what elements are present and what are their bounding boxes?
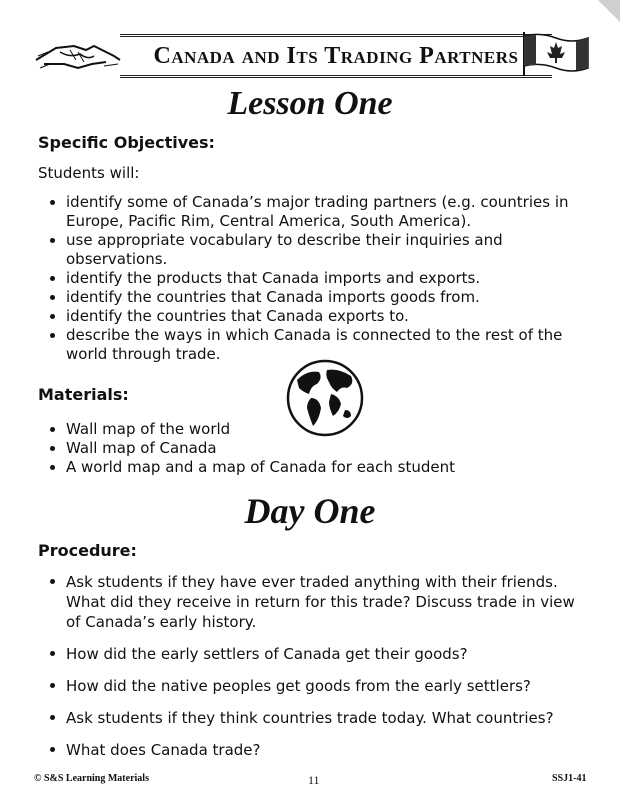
list-item: What does Canada trade? (38, 740, 578, 760)
page-number: 11 (308, 773, 320, 787)
list-item: Wall map of Canada (38, 439, 578, 458)
list-item: Wall map of the world (38, 420, 578, 439)
list-item: Ask students if they think countries trade today. What countries? (38, 708, 578, 728)
objectives-list (38, 193, 578, 364)
materials-heading: Materials: (38, 385, 129, 404)
procedure-heading: Procedure: (38, 541, 137, 560)
list-item: identify the products that Canada imports and exports. (38, 269, 578, 288)
list-item: identify the countries that Canada imports goods from. (38, 288, 578, 307)
list-item: Ask students if they have ever traded anything with their friends. What did they receive in return for this trade? Discuss trade in view of Canada’s early history. (38, 572, 578, 632)
footer-publisher: © S&S Learning Materials (34, 773, 149, 784)
title-banner (34, 28, 590, 78)
list-item: describe the ways in which Canada is connected to the rest of the world through trade. (38, 326, 578, 364)
list-item: A world map and a map of Canada for each student (38, 458, 578, 477)
canada-flag-icon (520, 30, 590, 76)
day-title: Day One (244, 491, 376, 531)
banner-title: Canada and Its Trading Partners (120, 34, 552, 78)
list-item: use appropriate vocabulary to describe their inquiries and observations. (38, 231, 578, 269)
list-item: How did the native peoples get goods from the early settlers? (38, 676, 578, 696)
footer-code: SSJ1-41 (552, 773, 587, 784)
materials-list (38, 420, 578, 477)
list-item: How did the early settlers of Canada get their goods? (38, 644, 578, 664)
list-item: identify the countries that Canada exports to. (38, 307, 578, 326)
lesson-title: Lesson One (227, 85, 393, 122)
objectives-intro: Students will: (38, 164, 140, 182)
objectives-heading: Specific Objectives: (38, 133, 215, 152)
page-corner-mark (598, 0, 620, 22)
procedure-list (38, 572, 578, 772)
handshake-icon (34, 30, 122, 76)
list-item: identify some of Canada’s major trading partners (e.g. countries in Europe, Pacific Rim, Central America, South America). (38, 193, 578, 231)
